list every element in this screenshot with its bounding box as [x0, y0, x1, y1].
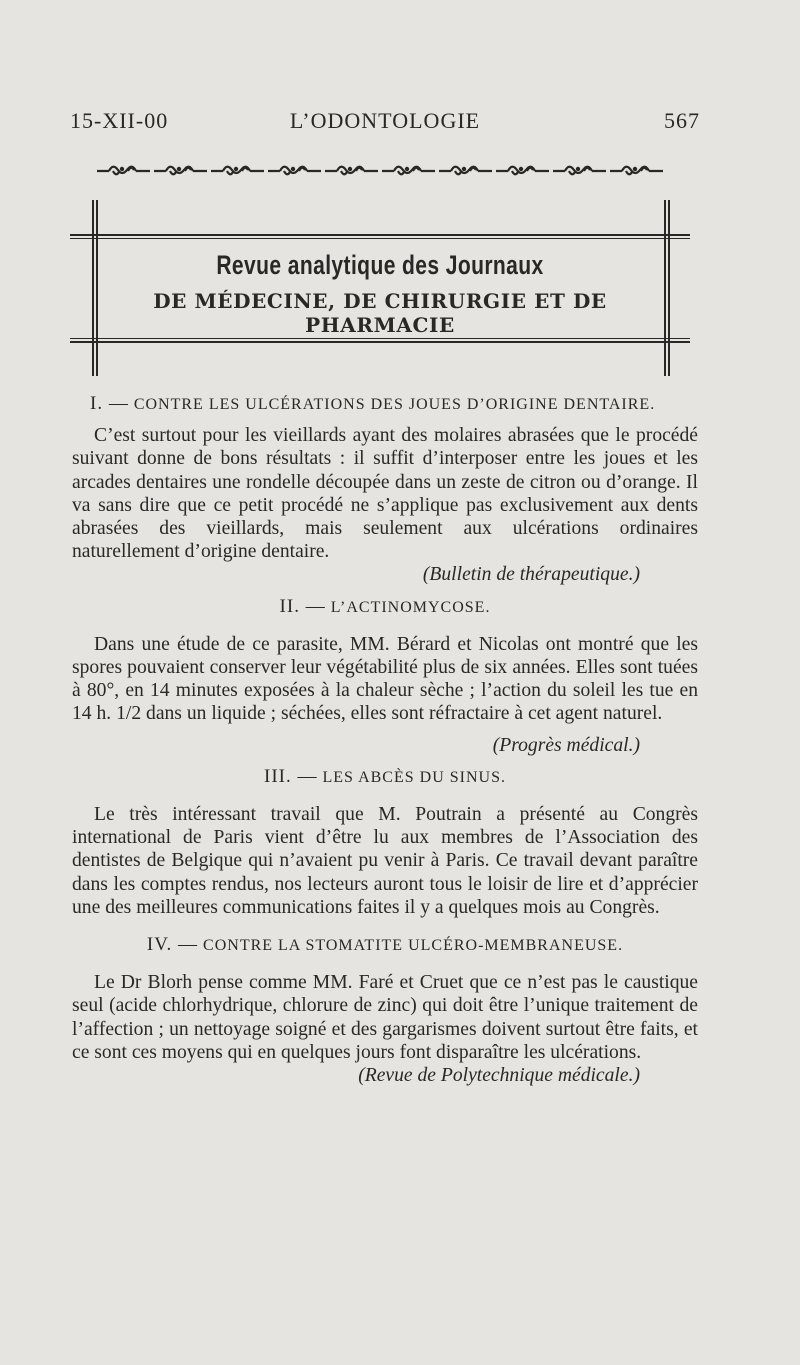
section-title: CONTRE LA STOMATITE ULCÉRO-MEMBRANEUSE.	[203, 937, 624, 955]
section-body: Le Dr Blorh pense comme MM. Faré et Cruet que ce n’est pas le caustique seul (acide chlorhydrique, chlorure de zinc) qui doit être l’unique traitement de l’affection ; un nettoyage soigné et des gargarismes doivent surtout être faits, et ce sont ces moyens qui en quelques jours font disparaître les ulcérations.	[72, 972, 698, 1063]
article-content	[72, 392, 698, 1087]
scroll-ornament-icon	[325, 167, 378, 175]
section-title: L’ACTINOMYCOSE.	[330, 598, 491, 616]
section-title-frame	[70, 200, 690, 376]
section-heading-2	[72, 595, 698, 619]
section-number: I. —	[90, 393, 129, 414]
section-heading-4	[72, 933, 698, 957]
frame-top-rule-thin	[70, 238, 690, 239]
section-body: C’est surtout pour les vieillards ayant des molaires abrasées que le procédé suivant donne de bons résultats : il suffit d’interposer entre les joues et les arcades dentaires une rondelle découpée dans un zeste de citron ou d’orange. Il va sans dire que ce petit procédé ne s’applique pas exclusivement aux dents abrasées des vieillards, mais seulement aux ulcérations ordinaires naturellement d’origine dentaire.	[72, 425, 698, 563]
section-number: III. —	[264, 765, 318, 787]
frame-left-post	[92, 200, 94, 376]
frame-left-post-inner	[96, 200, 98, 376]
box-subtitle: DE MÉDECINE, DE CHIRURGIE ET DE PHARMACIE	[153, 289, 607, 337]
scroll-ornament-icon	[382, 167, 435, 175]
section-source: (Bulletin de thérapeutique.)	[422, 564, 640, 586]
scroll-ornament-icon	[268, 167, 321, 175]
section-title: CONTRE LES ULCÉRATIONS DES JOUES D’ORIGINE DENTAIRE.	[133, 396, 656, 413]
frame-right-post	[668, 200, 670, 376]
scroll-ornament-icon	[439, 167, 492, 175]
section-body: Dans une étude de ce parasite, MM. Bérard et Nicolas ont montré que les spores pouvaient conserver leur végétabilité plus de six années. Elles sont tuées à 80°, en 14 minutes exposées à la chaleur sèche ; l’action du soleil les tue en 14 h. 1/2 dans un liquide ; séchées, elles sont réfractaire à cet agent naturel.	[72, 633, 698, 725]
scroll-ornament-icon	[211, 167, 264, 175]
scroll-ornament-icon	[154, 167, 207, 175]
section-source: (Revue de Polytechnique médicale.)	[358, 1065, 640, 1087]
scroll-ornament-icon	[97, 167, 150, 175]
scroll-ornament-icon	[496, 167, 549, 175]
journal-name: L’ODONTOLOGIE	[289, 108, 481, 133]
frame-bottom-rule	[70, 341, 690, 343]
frame-bottom-rule-thin	[70, 338, 690, 339]
scroll-ornament-icon	[553, 167, 606, 175]
issue-date: 15-XII-00	[70, 108, 169, 133]
ornament-band	[95, 160, 665, 182]
scroll-ornament-icon	[610, 167, 663, 175]
section-number: II. —	[279, 595, 326, 617]
frame-right-post-inner	[664, 200, 666, 376]
section-source: (Progrès médical.)	[492, 734, 640, 756]
section-title: LES ABCÈS DU SINUS.	[322, 768, 506, 786]
section-heading-3	[72, 765, 698, 789]
section-body: Le très intéressant travail que M. Poutrain a présenté au Congrès international de Paris vient d’être lu aux membres de l’Association des dentistes de Belgique qui n’avaient pu venir à Paris. Ce travail devant paraître dans les comptes rendus, nos lecteurs auront tous le loisir de lire et d’apprécier une des meilleures communications faites il y a quelques mois au Congrès.	[72, 804, 698, 918]
frame-top-rule	[70, 234, 690, 236]
box-title: Revue analytique des Journaux	[216, 250, 544, 280]
page-number: 567	[664, 108, 700, 133]
section-number: IV. —	[146, 934, 199, 956]
section-heading-1	[72, 392, 698, 416]
